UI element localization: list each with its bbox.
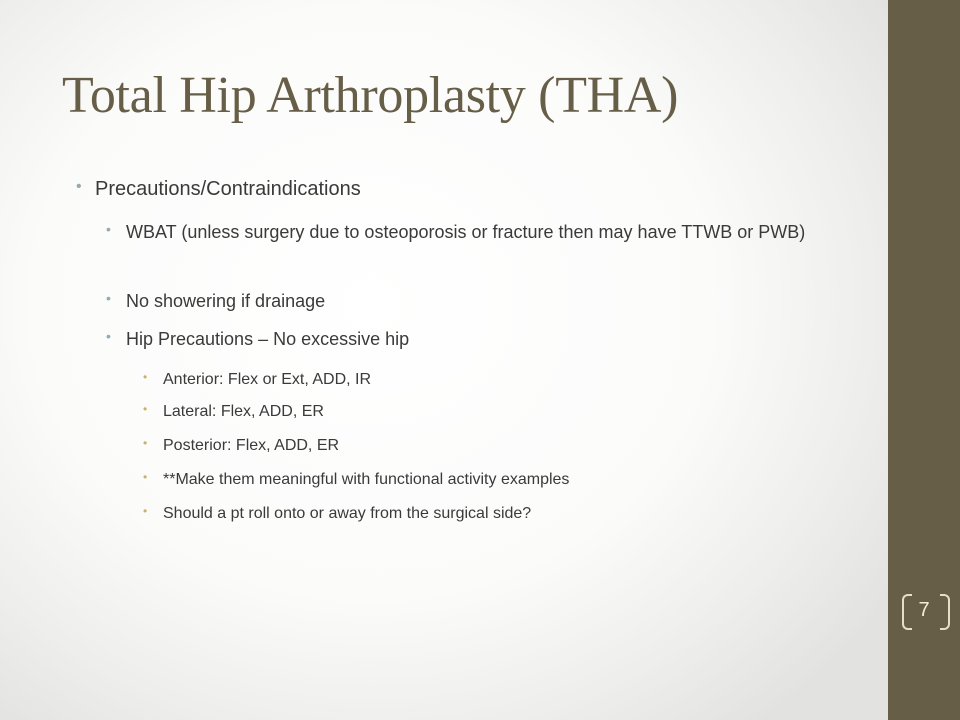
bullet-level2: No showering if drainage	[126, 291, 326, 311]
bullet-dot: •	[143, 470, 148, 484]
bullet-dot: •	[143, 504, 148, 518]
bullet-level3: Lateral: Flex, ADD, ER	[163, 403, 324, 420]
bullet-dot: •	[143, 402, 148, 416]
bullet-level1: Precautions/Contraindications	[95, 178, 361, 200]
bullet-level2: WBAT (unless surgery due to osteoporosis or fracture then may have TTWB or PWB)	[126, 222, 806, 242]
bullet-level2: Hip Precautions – No excessive hip	[126, 329, 410, 349]
page-number: 7	[918, 599, 930, 621]
bullet-level3: **Make them meaningful with functional activity examples	[163, 471, 570, 488]
bullet-level3: Posterior: Flex, ADD, ER	[163, 437, 340, 454]
bullet-level3: Anterior: Flex or Ext, ADD, IR	[163, 371, 372, 388]
bullet-dot: •	[76, 178, 82, 195]
bullet-dot: •	[106, 221, 111, 237]
bullet-dot: •	[106, 290, 111, 306]
slide-title: Total Hip Arthroplasty (THA)	[62, 67, 679, 124]
bullet-dot: •	[143, 436, 148, 450]
bullet-dot: •	[106, 328, 111, 344]
bullet-level3: Should a pt roll onto or away from the surgical side?	[163, 505, 532, 522]
bullet-dot: •	[143, 370, 148, 384]
page-number-badge	[894, 590, 954, 634]
